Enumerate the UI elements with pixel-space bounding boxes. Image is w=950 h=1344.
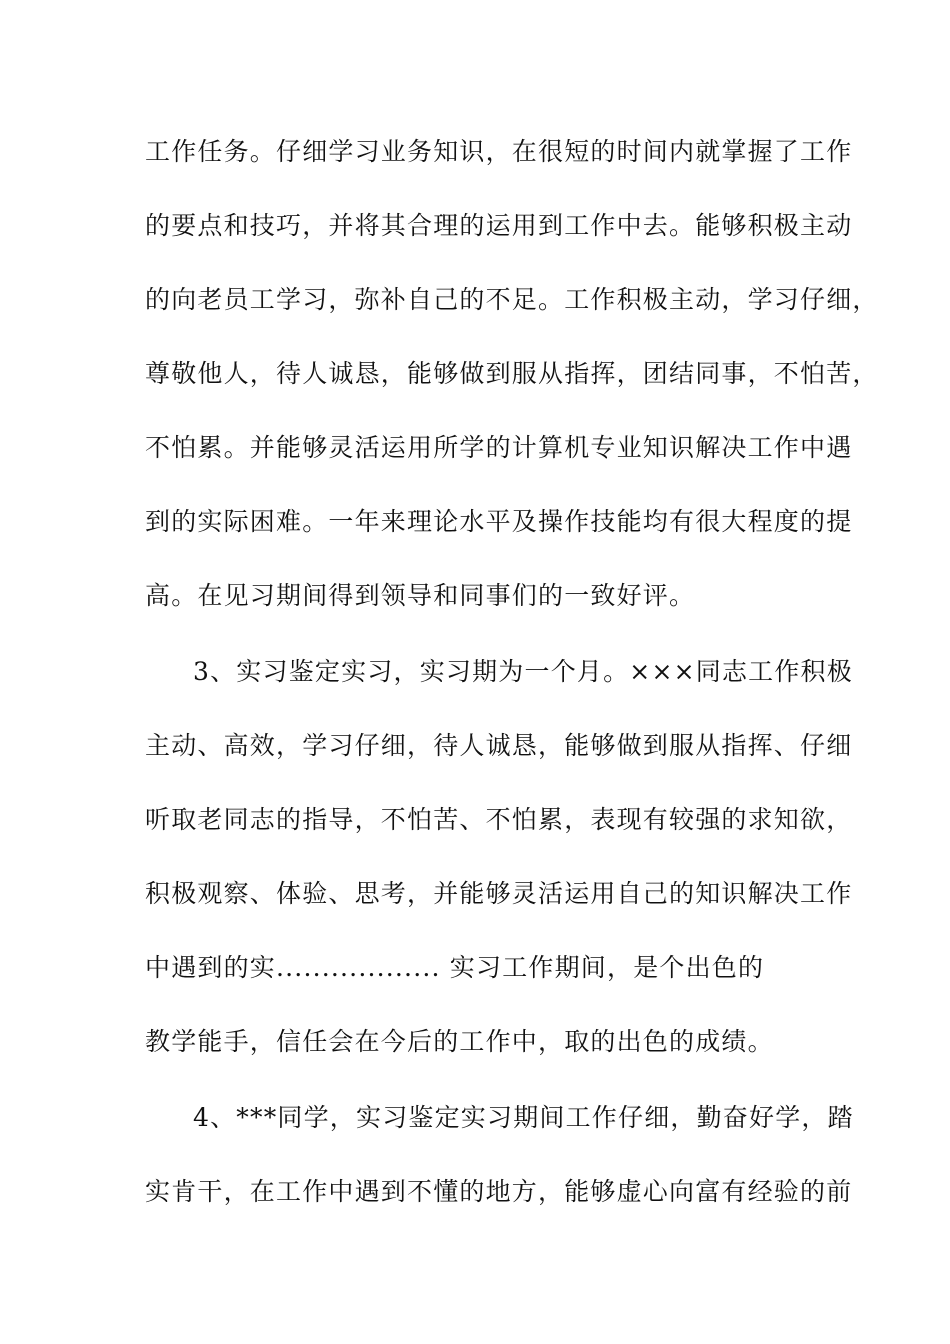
text-line: 工作任务。仔细学习业务知识，在很短的时间内就掌握了工作: [145, 137, 853, 166]
text-line: 听取老同志的指导，不怕苦、不怕累，表现有较强的求知欲，: [145, 805, 853, 834]
text-line: 中遇到的实.................. 实习工作期间，是个出色的: [145, 953, 765, 982]
text-line: 不怕累。并能够灵活运用所学的计算机专业知识解决工作中遇: [145, 433, 853, 462]
text-line: 的要点和技巧，并将其合理的运用到工作中去。能够积极主动: [145, 211, 853, 240]
text-line: 主动、高效，学习仔细，待人诚恳，能够做到服从指挥、仔细: [145, 731, 853, 760]
paragraph-start-line: 4、***同学，实习鉴定实习期间工作仔细，勤奋好学，踏: [193, 1103, 854, 1132]
text-line: 尊敬他人，待人诚恳，能够做到服从指挥，团结同事，不怕苦，: [145, 359, 879, 388]
text-line: 积极观察、体验、思考，并能够灵活运用自己的知识解决工作: [145, 879, 853, 908]
text-line: 的向老员工学习，弥补自己的不足。工作积极主动，学习仔细，: [145, 285, 879, 314]
text-line: 高。在见习期间得到领导和同事们的一致好评。: [145, 581, 696, 610]
text-line: 到的实际困难。一年来理论水平及操作技能均有很大程度的提: [145, 507, 853, 536]
text-line: 教学能手，信任会在今后的工作中，取的出色的成绩。: [145, 1027, 774, 1056]
text-line: 实肯干，在工作中遇到不懂的地方，能够虚心向富有经验的前: [145, 1177, 853, 1206]
paragraph-start-line: 3、实习鉴定实习，实习期为一个月。×××同志工作积极: [193, 657, 853, 686]
